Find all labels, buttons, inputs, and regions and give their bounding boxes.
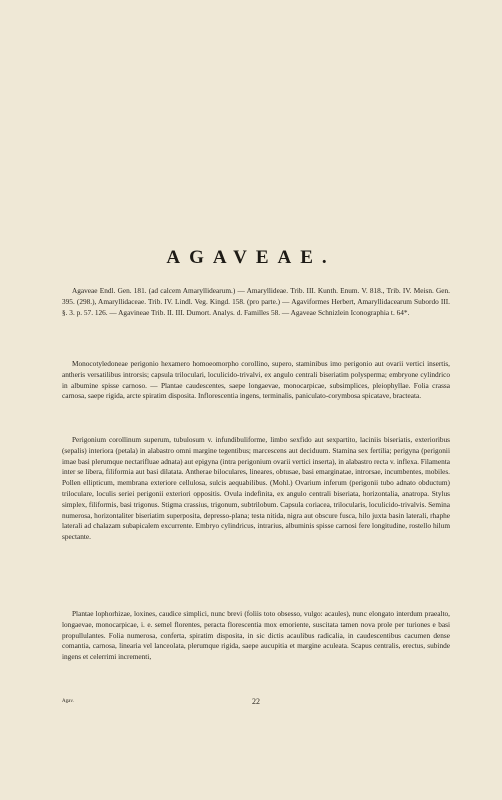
synonymy-paragraph: Agaveae Endl. Gen. 181. (ad calcem Amaryllidearum.) — Amaryllideae. Trib. III. Kunth. Enum. V. 818., Trib. IV. Meisn. Gen. 395. (298.), Amaryllidaceae. Trib. IV. Lindl. Veg. Kingd. 158. (pro parte.) — Agaviformes Herbert, Amaryllidacearum Subordo III. §. 3. p. 57. 126. — Agavineae Trib. II. III. Dumort. Analys. d. Familles 58. — Agaveae Schnizlein Iconographia t. 64*. xyxy=(62,286,450,317)
diagnosis-paragraph: Monocotyledoneae perigonio hexamero homoeomorpho corollino, supero, staminibus imo perigonio aut ovarii vertici insertis, antheris versatilibus introrsis; capsula triloculari, loculicido-trivalvi, ex angulo centrali biseriatim polysperma; embryone cylindrico in albumine spisse carnoso. — Plantae caudescentes, saepe longaevae, monocarpicae, subsimplices, pleiophyllae. Folia crassa carnosa, saepe rigida, arcte spiratim disposita. Inflorescentia ingens, terminalis, paniculato-corymbosa spicatave, bracteata. xyxy=(62,359,450,401)
page-number: 22 xyxy=(252,697,260,706)
description-paragraph: Perigonium corollinum superum, tubulosum v. infundibuliforme, limbo sexfido aut sexpartito, laciniis biseriatis, exterioribus (sepalis) interiora (petala) in alabastro omni margine tegentibus; marcescens aut deciduum. Stamina sex fertilia; perigyna (perigonii imae basi plerumque nectarifluae adnata) aut epigyna (intra perigonium ovarii vertici inserta), in alabastro recta v. inflexa. Filamenta inter se libera, filiformia aut basi dilatata. Antherae biloculares, lineares, obtusae, basi emarginatae, introrsae, incumbentes, mobiles. Pollen ellipticum, membrana exteriore cellulosa, sulcis aequabilibus. (Mohl.) Ovarium inferum (perigonii tubo adnato obductum) triloculare, loculis seriei perigonii exteriori oppositis. Ovula indefinita, ex angulo centrali biseriata, horizontalia, anatropa. Stylus simplex, filiformis, basi trigonus. Stigma crassius, trigonum, subtrilobum. Capsula coriacea, trilocularis, loculicido-trivalvis. Semina numerosa, horizontaliter biseriatim superposita, depresso-plana; testa nitida, nigra aut obscure fusca, hilo juxta basin laterali, rhaphe laterali ad chalazam subapicalem excurrente. Embryo cylindricus, intrarius, albuminis spisse carnosi fere longitudine, rostello hilum spectante. xyxy=(62,435,450,542)
family-title: AGAVEAE. xyxy=(166,247,336,268)
page-footer xyxy=(62,697,450,709)
plants-paragraph: Plantae lophorhizae, loxines, caudice simplici, nunc brevi (foliis toto obsesso, vulgo: acaules), nunc elongato interdum praealto, longaevae, monocarpicae, i. e. semel florentes, peracta florescentia mox emoriente, suscitata tamen nova prole per turiones e basi propullulantes. Folia numerosa, conferta, spiratim disposita, in sic dictis acaulibus radicalia, in caudescentibus cacumen dense comantia, carnosa, linearia vel lanceolata, plerumque rigida, saepe aucupitia et margine aculeata. Scapus centralis, erectus, subinde ingens et celerrimi incrementi, xyxy=(62,609,450,662)
signature-mark: Agav. xyxy=(62,699,74,704)
